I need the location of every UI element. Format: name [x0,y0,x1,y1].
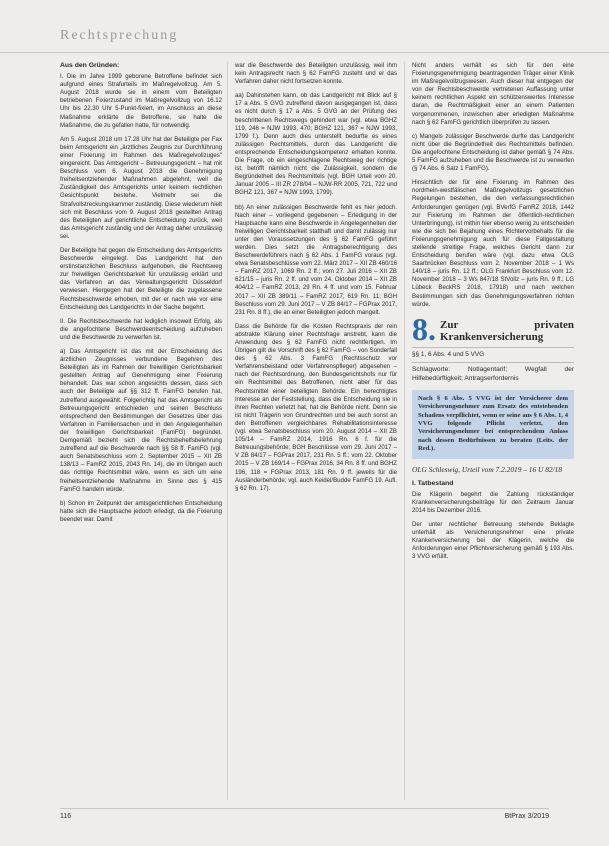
text-column-3 [412,62,574,800]
paragraph: a) Das Amtsgericht ist das mit der Entscheidung des ärztlichen Zeugnisses verbundene Begehren des Beteiligten als im Rahmen der freiwilligen Gerichtsbarkeit gestellten Antrag auf Genehmigung einer Fixierung behandelt. Das war schon angesichts dessen, dass sich auch der Beteiligte auf §§ 312 ff. FamFG berufen hat, zutreffend ausgewählt. Folgerichtig hat das Amtsgericht als Betreuungsgericht entschieden und seinen Beschluss entsprechend den Bestimmungen der Gesetzes über das Verfahren in Familiensachen und in den Angelegenheiten der freiwilligen Gerichtsbarkeit (FamFG) begründet. Demgemäß bezieht sich die Rechtsbehelfsbelehrung zutreffend auf die Beschwerde nach §§ 58 ff. FamFG (vgl. auch Senatsbeschluss vom 2. September 2015 – XII ZB 138/13 – FamRZ 2015, 2043 Rn. 14), die im Übrigen auch das richtige Rechtsmittel wäre, wenn es sich um eine freiheitsentziehende Maßnahme im Sinne des § 415 FamFG handeln würde. [60,348,222,493]
paragraph: Nicht anders verhält es sich für den eine Fixierungsgenehmigung beantragenden Träger einer Klinik im Maßregelvollzugswesen. Auch dieser hat entgegen der von der Rechtsbeschwerde vertretenen Auffassung unter keinem rechtlichen Aspekt ein schützenswertes Interesse daran, die Rechtmäßigkeit einer an einem Patienten vorgenommenen, inzwischen aber erledigten Maßnahme nach § 62 FamFG gerichtlich überprüfen zu lassen. [412,62,574,126]
text-column-1 [60,62,222,800]
paragraph: Die Klägerin begehrt die Zahlung rückständiger Krankenversicherungsbeiträge für den Zeitraum Januar 2014 bis Dezember 2016. [412,490,574,514]
column-divider [227,62,228,800]
section-title: Zur privaten Krankenversicherung [440,318,574,343]
paragraph: Dass die Behörde für die Kosten Rechtspraxis der rein abstrakte Klärung einer Rechtsfrage anstrebt, kann die Anwendung des § 62 FamFG nicht rechtfertigen. Im Übrigen gilt die Vorschrift des § 62 FamFG – von Sonderfall des § 62 Abs. 3 FamFG (Rechtsschutz vor Verfahrensbeistand oder Verfahrenspfleger) abgesehen – nach der Rechtsordnung, den Bundesgerichtshofs nur für ein Rechtsmittel des Betroffenen, nicht aber für das Rechtsmittel einer beteiligten Behörde. Ein berechtigtes Interesse an der Feststellung, dass die Entscheidung sie in ihren Rechten verletzt hat, hat die Behörde nicht. Denn sie ist nicht Trägerin von Grundrechten und bei auch sonst an den Betroffenen vergleichbares Rehabilitationsinteresse (vgl. etwa Senatsbeschluss vom 20. August 2014 – XII ZB 105/14 – FamRZ 2014, 1916 Rn. 6 f. für die Betreuungsbehörde; BGH Beschlüsse vom 29. Juni 2017 – V ZB 84/17 – FGPrax 2017, 231 Rn. 5 ff.; vom 22. Oktober 2015 – V ZB 169/14 – FGPrax 2016, 34 Rn. 8 ff. und BGHZ 196, 118 = FGPrax 2013, 181 Rn. 9 ff. jeweils für die Ausländerbehörde; vgl. auch Keidel/Budde FamFG 19. Aufl. § 62 Rn. 17). [235,322,397,492]
column-divider [404,62,405,800]
page-number: 116 [60,813,72,820]
divider-rule [412,362,574,363]
paragraph: c) Mangels zulässiger Beschwerde durfte das Landgericht nicht über die Begründetheit des Rechtsmittels befinden. Die angefochtene Entscheidung ist daher gemäß § 74 Abs. 5 FamFG aufzuheben und die Beschwerde ist zu verwerfen (§ 74 Abs. 6 Satz 1 FamFG). [412,132,574,173]
paragraph: aa) Dahinstehen kann, ob das Landgericht mit Blick auf § 17 a Abs. 5 GVG zutreffend davon ausgegangen ist, dass es nicht durch § 17 a Abs. 5 GVG an der Prüfung des beschrittenen Rechtswegs gehindert war (vgl. etwa BGHZ 119, 246 = NJW 1993, 470; BGHZ 121, 367 = NJW 1993, 1799 f.). Denn auch dies unterstellt bedurfte es eines zulässigen Rechtsmittels, durch das Landgericht die entsprechende Entscheidungskompetenz erhalten konnte. Die Frage, ob ein eingeschlagene Rechtsweg der richtige ist, betrifft nämlich nicht die Zulässigkeit, sondern die Begründetheit des Rechtsmittels (vgl. BGH Urteil vom 20. Januar 2005 – III ZR 278/04 – NJW-RR 2005, 721, 722 und BGHZ 121, 367 = NJW 1993, 1799). [235,92,397,197]
paragraph: Der unter rechtlicher Betreuung stehende Beklagte unterhält als Versicherungsnehmer eine private Krankenversicherung bei der Klägerin, welche die Anforderungen einer Pflichtversicherung gemäß § 193 Abs. 3 VVG erfüllt. [412,521,574,561]
paragraph: Am 5. August 2018 um 17.28 Uhr hat der Beteiligte per Fax beim Amtsgericht ein „ärztliches Zeugnis zur Durchführung einer Fixierung im Rahmen des Maßregelvollzuges" eingereicht. Das Amtsgericht – Betreuungsgericht – hat mit Beschluss vom 6. August 2018 die Genehmigung freiheitsentziehender Maßnahmen abgelehnt, weil die Zuständigkeit des Amtsgerichts unter keinem rechtlichen Gesichtspunkt bestehe. Vielmehr sei die Strafvollstreckungskammer zuständig. Diese wiederum hielt sich mit Beschluss vom 9. August 2018 gestellten Antrag des Beteiligten auf gerichtliche Entscheidung zurück, weil das Amtsgericht zuständig und der Antrag daher unzulässig sei. [60,135,222,240]
paragraph: Hinsichtlich der für eine Fixierung im Rahmen des nordrhein-westfälischen Maßregelvollzugs gesetzlichen Regelungen bestehen, die den verfassungsrechtlichen Anforderungen genügen (vgl. BVerfG FamRZ 2018, 1442 zur Fixierung im Rahmen der öffentlich-rechtlichen Unterbringung), ist mithin hier ebenso wenig zu entscheiden wie die sich bei Bejahung eines Richtervorbehalts für die Fixierungsgenehmigung auch für diese Fallgestaltung stellende streitige Frage, welches Gericht dann zur Entscheidung berufen wäre (vgl. dazu etwa OLG Saarbrücken Beschluss vom 2. November 2018 – 1 Ws 140/18 – juris Rn. 12 ff.; OLG Frankfurt Beschluss vom 12. November 2018 – 3 Ws 847/18 StVollz – juris Rn. 9 ff.; LG Lübeck BeckRS 2018, 17918) und nach welchen Bestimmungen sich das Genehmigungsverfahren richten würde. [412,179,574,308]
tatbestand-heading: I. Tatbestand [412,479,454,487]
page-footer [60,808,549,824]
divider-rule [412,347,574,348]
text-column-2 [235,62,397,800]
paragraph: I. Die im Jahre 1999 geborene Betroffene befindet sich aufgrund eines Strafurteils im Maßregelvollzug. Am 5. August 2018 wurde sie in einem vom Beteiligten betriebenen Fixierzustand im Maßregelvollzug von 16.12 Uhr bis 22.30 Uhr 5-Punkt-fixiert, im Anschluss an diese Maßnahme erklärte die Betroffene, sie halte die Maßnahme, die zu gefallen hatte, für notwendig. [60,73,222,129]
journal-issue: BtPrax 3/2019 [504,813,549,820]
paragraph: Der Beteiligte hat gegen die Entscheidung des Amtsgerichts Beschwerde eingelegt. Das Landgericht hat den erstinstanzlichen Beschluss aufgehoben, die Rechtsweg zur freiwilligen Gerichtsbarkeit für unzulässig erklärt und das Verfahren an das Verwaltungsgericht Düsseldorf verwiesen. Hiergegen hat der Beteiligte die zugelassene Rechtsbeschwerde erhoben, mit der er nach wie vor eine Entscheidung des Landgerichts in der Sache begehrt. [60,246,222,311]
keywords-line: Schlagworte: Notlagentarif; Wegfall der Hilfebedürftigkeit; Antragserfordernis [412,366,574,383]
norms-line: §§ 1, 6 Abs. 4 und 5 VVG [412,350,485,358]
paragraph: II. Die Rechtsbeschwerde hat lediglich insoweit Erfolg, als die angefochtene Beschwerdeentscheidung aufzuheben und die Beschwerde zu verwerfen ist. [60,317,222,341]
paragraph: war die Beschwerde des Beteiligten unzulässig, weil ihm kein Antragsrecht nach § 62 FamFG zusteht und er das Verfahren daher nicht fortsetzen konnte. [235,62,397,86]
subheading: Aus den Gründen: [60,62,120,69]
section-header-title: Rechtsprechung [60,28,179,43]
section-heading [412,310,574,347]
paragraph: b) Schon im Zeitpunkt der amtsgerichtlichen Entscheidung hatte sich die Hauptsache jedoch erledigt, da die Fixierung beendet war. Damit [60,499,222,523]
page-header [0,0,609,53]
section-number: 8. [412,310,436,347]
decision-citation: OLG Schleswig, Urteil vom 7.2.2019 – 16 U 82/18 [412,464,563,474]
guiding-principle-box: Nach § 6 Abs. 5 VVG ist der Versicherer dem Versicherungsnehmer zum Ersatz des entstehenden Schadens verpflichtet, wenn er seine aus § 6 Abs. 1, 4 VVG folgende Pflicht verletzt, den Versicherungsnehmer bei entsprechendem Anlass nach dessen Bedürfnissen zu beraten (Leits. der Red.). [412,390,574,459]
paragraph: bb) An einer zulässigen Beschwerde fehlt es hier jedoch. Nach einer – vorliegend gegebenen – Erledigung in der Hauptsache kann eine Beschwerde in Angelegenheiten der freiwilligen Gerichtsbarkeit statthaft und damit zulässig nur unter den Voraussetzungen des § 62 FamFG geführt werden. Dies setzt die Antragsberechtigung des Beschwerdeführers nach § 62 Abs. 1 FamFG voraus (vgl. etwa Senatsbeschlüsse vom 22. März 2017 – XII ZB 460/16 – FamRZ 2017, 1069 Rn. 2 ff.; vom 27. Juli 2016 – XII ZB 621/15 – juris Rn. 2 ff. und vom 24. Oktober 2014 – XII ZB 404/12 – FamRZ 2013, 29 Rn. 4 ff. und vom 15. Februar 2017 – XII ZB 389/11 – FamRZ 2017, 619 Rn. 11; BGH Beschluss vom 29. Juni 2017 – V ZB 84/17 – FGPrax 2017, 231 Rn. 8 ff.), die an einer Beteiligten jedoch mangelt. [235,203,397,316]
